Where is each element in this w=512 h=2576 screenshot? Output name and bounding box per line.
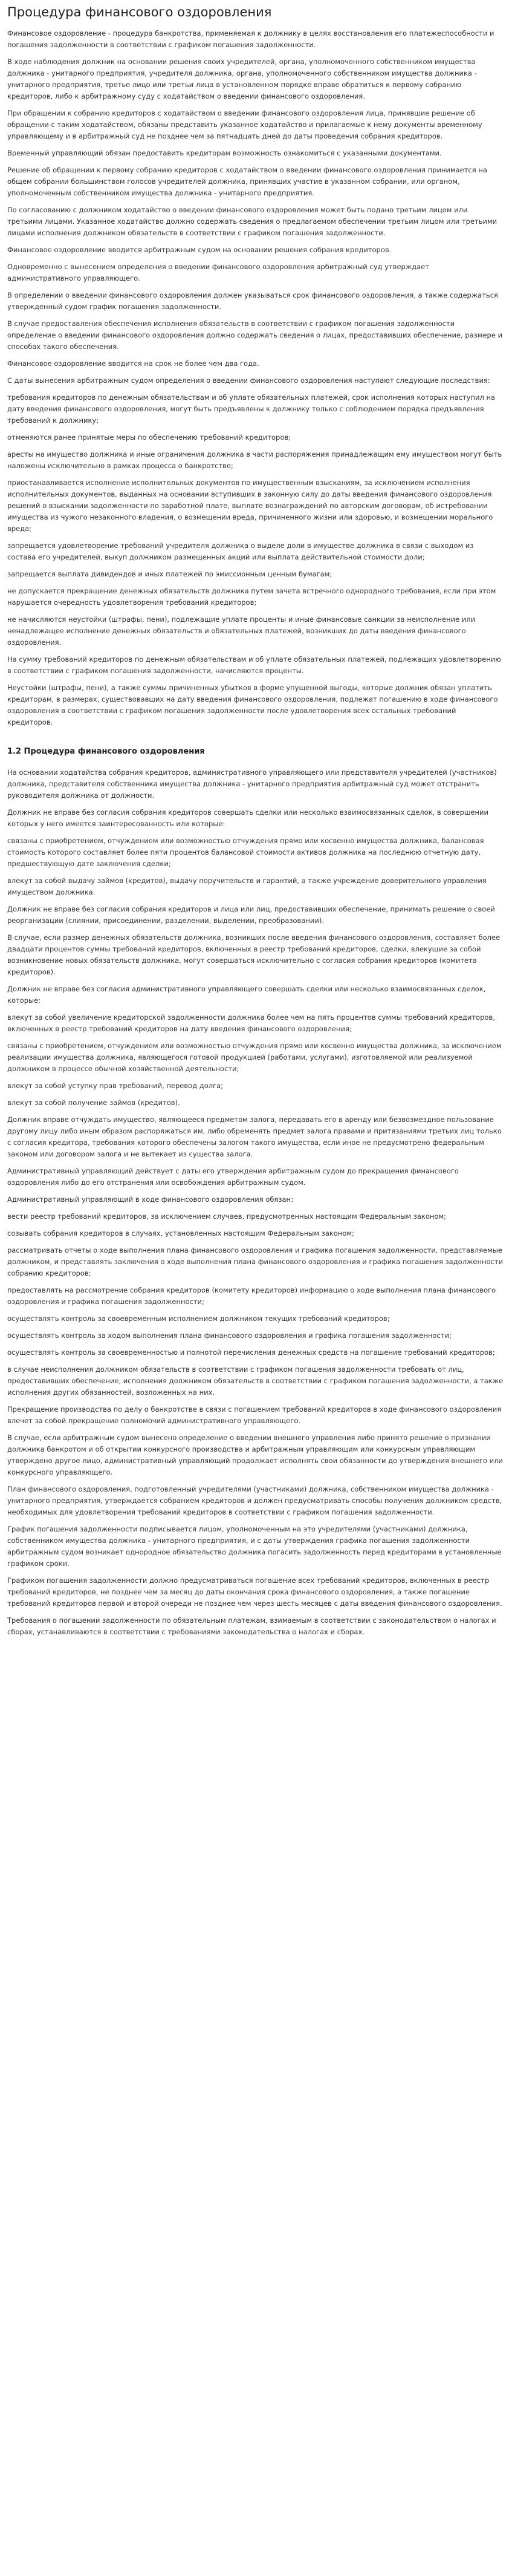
paragraph: осуществлять контроль за ходом выполнения плана финансового оздоровления и графика погашения задолженности; (7, 1331, 452, 1340)
paragraph: влекут за собой получение займов (кредитов). (7, 1098, 180, 1107)
paragraph: С даты вынесения арбитражным судом определения о введении финансового оздоровления наступают следующие последствия: (7, 376, 490, 385)
paragraph: Должник вправе отчуждать имущество, являющееся предметом залога, передавать его в аренду или безвозмездное пользование другому лицу либо иным образом распоряжаться им, либо обременять предмет залога правами и притязаниями третьих лиц только с согласия кредитора, требования которого обеспечены залогом такого имущества, если иное не предусмотрено федеральным законом или договором залога и не вытекает из существа залога. (7, 1115, 502, 1158)
paragraph: На сумму требований кредиторов по денежным обязательствам и об уплате обязательных платежей, подлежащих удовлетворению в соответствии с графиком погашения задолженности, начисляются проценты. (7, 655, 501, 675)
paragraph: В случае предоставления обеспечения исполнения обязательств в соответствии с графиком погашения задолженности определение о введении финансового оздоровления должно содержать сведения о лицах, предоставивших обеспечение, размере и способах такого обеспечения. (7, 319, 503, 351)
paragraph: Неустойки (штрафы, пени), а также суммы причиненных убытков в форме упущенной выгоды, которые должник обязан уплатить кредиторам, в размерах, существовавших на дату введения финансового оздоровления, подлежат погашению в ходе финансового оздоровления в соответствии с графиком погашения задолженности после удовлетворения всех остальных требований кредиторов. (7, 683, 498, 726)
paragraph: На основании ходатайства собрания кредиторов, административного управляющего или представителя учредителей (участников) должника, представителя собственника имущества должника - унитарного предприятия арбитражный суд может отстранить руководителя должника от должности. (7, 768, 497, 800)
paragraph: влекут за собой уступку прав требований, перевод долга; (7, 1081, 224, 1090)
paragraph: В случае, если размер денежных обязательств должника, возникших после введения финансового оздоровления, составляет более двадцати процентов суммы требований кредиторов, включенных в реестр требований кредиторов, сделки, влекущие за собой возникновение новых обязательств должника, могут совершаться исключительно с согласия собрания кредиторов (комитета кредиторов). (7, 933, 501, 976)
paragraph: Финансовое оздоровление вводится арбитражным судом на основании решения собрания кредиторов. (7, 246, 392, 254)
paragraph: не допускается прекращение денежных обязательств должника путем зачета встречного однородного требования, если при этом нарушается очередность удовлетворения требований кредиторов; (7, 587, 496, 607)
paragraph: В определении о введении финансового оздоровления должен указываться срок финансового оздоровления, а также содержаться утвержденный судом график погашения задолженности. (7, 291, 498, 311)
paragraph: Финансовое оздоровление - процедура банкротства, применяемая к должнику в целях восстановления его платежеспособности и погашения задолженности в соответствии с графиком погашения задолженности. (7, 29, 494, 49)
paragraph: запрещается удовлетворение требований учредителя должника о выделе доли в имуществе должника в связи с выходом из состава его учредителей, выкуп должником размещенных акций или выплата действительной стоимости доли; (7, 541, 474, 561)
paragraph: План финансового оздоровления, подготовленный учредителями (участниками) должника, собственником имущества должника - унитарного предприятия, утверждается собранием кредиторов и должен предусматривать способы получения должником средств, необходимых для удовлетворения требований кредиторов в соответствии с графиком погашения задолженности. (7, 1485, 502, 1516)
paragraph: Требования о погашении задолженности по обязательным платежам, взимаемым в соответствии с законодательством о налогах и сборах, устанавливаются в соответствии с требованиями законодательства о налогах и сборах. (7, 1616, 496, 1636)
paragraph: Финансовое оздоровление вводится на срок не более чем два года. (7, 359, 259, 368)
paragraph: влекут за собой выдачу займов (кредитов), выдачу поручительств и гарантий, а также учреждение доверительного управления имуществом должника. (7, 876, 487, 896)
paragraph: Одновременно с вынесением определения о введении финансового оздоровления арбитражный суд утверждает административного управляющего. (7, 262, 429, 282)
paragraph: Должник не вправе без согласия собрания кредиторов совершать сделки или несколько взаимосвязанных сделок, в совершении которых у него имеется заинтересованность или которые: (7, 808, 488, 828)
paragraph: По согласованию с должником ходатайство о введении финансового оздоровления может быть подано третьим лицом или третьими лицами. Указанное ходатайство должно содержать сведения о предлагаемом обеспечении третьим лицом или третьими лицами исполнения должником обязательств в соответствии с графиком погашения задолженности. (7, 206, 497, 237)
paragraph: запрещается выплата дивидендов и иных платежей по эмиссионным ценным бумагам; (7, 570, 332, 578)
paragraph: предоставлять на рассмотрение собрания кредиторов (комитету кредиторов) информацию о ходе выполнения плана финансового оздоровления и графика погашения задолженности; (7, 1286, 496, 1306)
paragraph: аресты на имущество должника и иные ограничения должника в части распоряжения принадлежащим ему имуществом могут быть наложены исключительно в рамках процесса о банкротстве; (7, 450, 502, 470)
section-heading: 1.2 Процедура финансового оздоровления (7, 747, 205, 756)
paragraph: влекут за собой увеличение кредиторской задолженности должника более чем на пять процентов суммы требований кредиторов, включенных в реестр требований кредиторов на дату введения финансового оздоровления; (7, 1013, 495, 1033)
paragraph: Временный управляющий обязан предоставить кредиторам возможность ознакомиться с указанными документами. (7, 149, 442, 157)
paragraph: Должник не вправе без согласия административного управляющего совершать сделки или несколько взаимосвязанных сделок, которые: (7, 985, 486, 1005)
paragraph: Должник не вправе без согласия собрания кредиторов и лица или лиц, предоставивших обеспечение, принимать решение о своей реорганизации (слиянии, присоединении, разделении, выделении, преобразовании). (7, 905, 495, 925)
paragraph: Решение об обращении к первому собранию кредиторов с ходатайством о введении финансового оздоровления принимается на общем собрании большинством голосов учредителей должника, принявших участие в указанном собрании, или органом, уполномоченным собственником имущества должника - унитарного предприятия. (7, 166, 487, 197)
paragraph: График погашения задолженности подписывается лицом, уполномоченным на это учредителями (участниками) должника, собственником имущества должника - унитарного предприятия, и с даты утверждения графика погашения задолженности арбитражным судом возникает однородное обязательство должника погасить задолженность перед кредиторами в установленные графиком сроки. (7, 1525, 502, 1568)
paragraph: осуществлять контроль за своевременностью и полнотой перечисления денежных средств на погашение требований кредиторов; (7, 1348, 495, 1357)
paragraph: Прекращение производства по делу о банкротстве в связи с погашением требований кредиторов в ходе финансового оздоровления влечет за собой прекращение полномочий административного управляющего. (7, 1405, 502, 1425)
paragraph: требования кредиторов по денежным обязательствам и об уплате обязательных платежей, срок исполнения которых наступил на дату введения финансового оздоровления, могут быть предъявлены к должнику только с соблюдением порядка предъявления требований к должнику; (7, 393, 496, 425)
section-intro (7, 28, 504, 728)
paragraph: В ходе наблюдения должник на основании решения своих учредителей, органа, уполномоченного собственником имущества должника - унитарного предприятия, учредителя должника, органа, уполномоченного собственником имущества должника - унитарного предприятия, третье лицо или третьи лица в установленном порядке вправе обратиться к первому собранию кредиторов, либо к арбитражному суду с ходатайством о введении финансового оздоровления. (7, 57, 477, 100)
paragraph: созывать собрания кредиторов в случаях, установленных настоящим Федеральным законом; (7, 1229, 354, 1237)
paragraph: не начисляются неустойки (штрафы, пени), подлежащие уплате проценты и иные финансовые санкции за неисполнение или ненадлежащее исполнение денежных обязательств и обязательных платежей, возникших до даты введения финансового оздоровления. (7, 615, 476, 647)
paragraph: отменяются ранее принятые меры по обеспечению требований кредиторов; (7, 433, 291, 442)
paragraph: В случае, если арбитражным судом вынесено определение о введении внешнего управления либо принято решение о признании должника банкротом и об открытии конкурсного производства и арбитражным управляющим или конкурсным управляющим утверждено другое лицо, административный управляющий продолжает исполнять свои обязанности до утверждения внешнего или конкурсного управляющего. (7, 1433, 503, 1476)
page-title: Процедура финансового оздоровления (7, 5, 272, 19)
paragraph: рассматривать отчеты о ходе выполнения плана финансового оздоровления и графика погашения задолженности, представляемые должником, и представлять заключения о ходе выполнения плана финансового оздоровления и графика погашения задолженности собранию кредиторов; (7, 1246, 504, 1277)
paragraph: связаны с приобретением, отчуждением или возможностью отчуждения прямо или косвенно имущества должника, за исключением реализации имущества должника, являющегося готовой продукцией (работами, услугами), изготовляемой или реализуемой должником в процессе обычной хозяйственной деятельности; (7, 1042, 502, 1073)
paragraph: осуществлять контроль за своевременным исполнением должником текущих требований кредиторов; (7, 1314, 390, 1323)
paragraph: вести реестр требований кредиторов, за исключением случаев, предусмотренных настоящим Федеральным законом; (7, 1212, 446, 1221)
paragraph: Административный управляющий в ходе финансового оздоровления обязан: (7, 1195, 293, 1204)
paragraph: При обращении к собранию кредиторов с ходатайством о введении финансового оздоровления лица, принявшие решение об обращении с таким ходатайством, обязаны представить указанное ходатайство и прилагаемые к нему документы временному управляющему и в арбитражный суд не позднее чем за пятнадцать дней до даты проведения собрания кредиторов. (7, 109, 482, 140)
paragraph: в случае неисполнения должником обязательств в соответствии с графиком погашения задолженности требовать от лиц, предоставивших обеспечение, исполнения должником обязательств в соответствии с графиком погашения задолженности, а также исполнения других обязанностей, возложенных на них. (7, 1365, 504, 1397)
section-procedure (7, 767, 504, 1638)
paragraph: Графиком погашения задолженности должно предусматриваться погашение всех требований кредиторов, включенных в реестр требований кредиторов, не позднее чем за месяц до даты окончания срока финансового оздоровления, а также погашение требований кредиторов первой и второй очереди не позднее чем через шесть месяцев с даты введения финансового оздоровления. (7, 1576, 502, 1608)
paragraph: приостанавливается исполнение исполнительных документов по имущественным взысканиям, за исключением исполнения исполнительных документов, выданных на основании вступивших в законную силу до даты введения финансового оздоровления решений о взыскании задолженности по заработной плате, выплате вознаграждений по авторским договорам, об истребовании имущества из чужого незаконного владения, о возмещении вреда, причиненного жизни или здоровью, и возмещении морального вреда; (7, 478, 493, 533)
paragraph: связаны с приобретением, отчуждением или возможностью отчуждения прямо или косвенно имущества должника, балансовая стоимость которого составляет более пяти процентов балансовой стоимости активов должника на последнюю отчетную дату, предшествующую дате заключения сделки; (7, 836, 484, 868)
paragraph: Административный управляющий действует с даты его утверждения арбитражным судом до прекращения финансового оздоровления либо до его отстранения или освобождения арбитражным судом. (7, 1167, 459, 1187)
